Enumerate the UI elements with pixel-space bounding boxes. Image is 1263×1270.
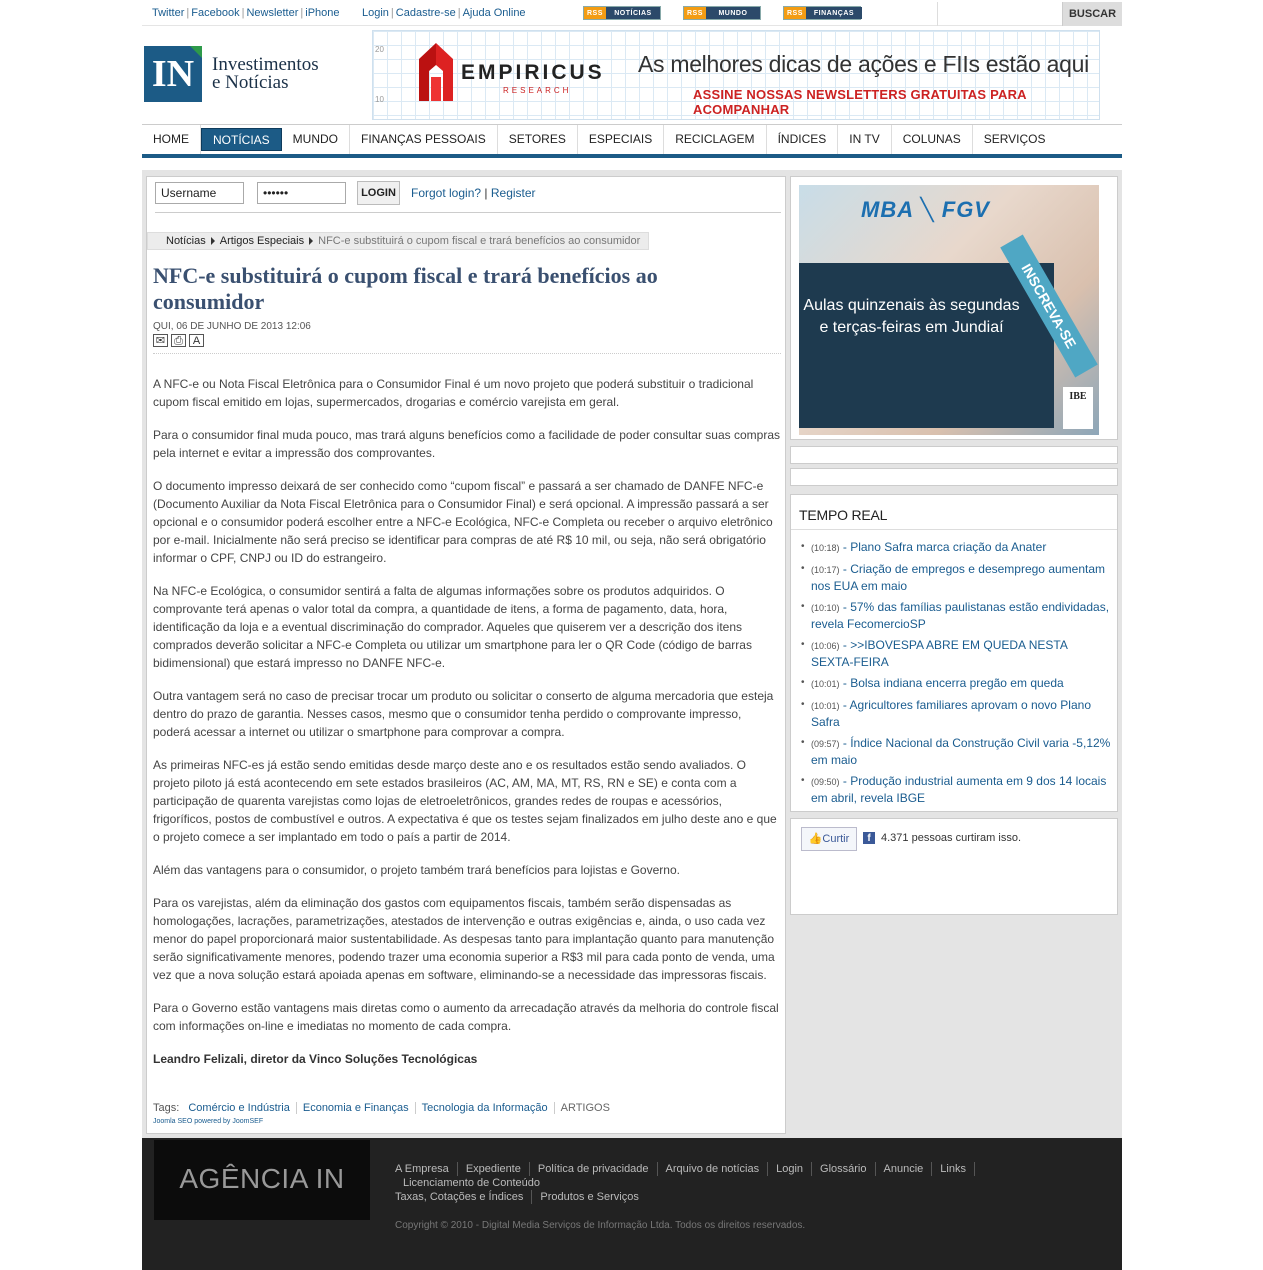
footer-link[interactable]: Taxas, Cotações e Índices: [395, 1190, 532, 1204]
realtime-title: TEMPO REAL: [799, 507, 888, 523]
login-link[interactable]: Login: [362, 7, 389, 19]
ad-panel: [799, 263, 1054, 428]
nav-especiais[interactable]: ESPECIAIS: [578, 125, 664, 154]
rss-noticias-button[interactable]: RSS NOTÍCIAS: [583, 6, 661, 20]
breadcrumb-arrow-icon: [211, 237, 215, 245]
breadcrumb-current: NFC-e substituirá o cupom fiscal e trará benefícios ao consumidor: [318, 235, 641, 247]
copyright: Copyright © 2010 - Digital Media Serviços de Informação Ltda. Todos os direitos reservados.: [395, 1220, 806, 1231]
social-links: Twitter | Facebook | Newsletter | iPhone: [152, 7, 340, 19]
article-title: NFC-e substituirá o cupom fiscal e trará benefícios ao consumidor: [153, 263, 658, 314]
top-bar: [142, 0, 1122, 26]
footer-link[interactable]: Anuncie: [876, 1162, 933, 1176]
site-logo[interactable]: [144, 46, 319, 102]
main-nav: [142, 124, 1122, 158]
nav-reciclagem[interactable]: RECICLAGEM: [664, 125, 766, 154]
footer-link[interactable]: A Empresa: [395, 1162, 458, 1176]
article-paragraph: Além das vantagens para o consumidor, o projeto também trará benefícios para lojistas e Governo.: [153, 863, 680, 877]
list-item[interactable]: • (10:01) - Bolsa indiana encerra pregão em queda: [801, 675, 1111, 692]
login-button[interactable]: LOGIN: [357, 181, 400, 205]
nav-in-tv[interactable]: IN TV: [838, 125, 891, 154]
footer-links: [395, 1162, 1115, 1204]
login-links: Forgot login? | Register: [411, 186, 536, 200]
mba-fgv-logo: MBA ╲ FGV: [861, 197, 990, 222]
article-date: QUI, 06 DE JUNHO DE 2013 12:06: [153, 321, 311, 332]
banner-axis-bottom: 10: [375, 95, 384, 104]
footer-link[interactable]: Arquivo de notícias: [658, 1162, 769, 1176]
nav-colunas[interactable]: COLUNAS: [892, 125, 973, 154]
article-paragraph: O documento impresso deixará de ser conhecido como “cupom fiscal” e passará a ser chamado de DANFE NFC-e (Documento Auxiliar da Nota Fiscal Eletrônica para o Consumidor Final) e será opcional. A impressão passará a ser opcional e o consumidor poderá escolher entre a NFC-e Ecológica, NFC-e Completa ou receber o arquivo eletrônico por e-mail. Inicialmente não será preciso se identificar para compras de até R$ 10 mil, ou seja, não será obrigatório informar o CPF, CNPJ ou ID do estrangeiro.: [153, 479, 773, 565]
nav-indices[interactable]: ÍNDICES: [767, 125, 839, 154]
facebook-link[interactable]: Facebook: [191, 7, 240, 19]
article-paragraph: Na NFC-e Ecológica, o consumidor sentirá a falta de algumas informações sobre os produtos adquiridos. O comprovante terá apenas o valor total da compra, a quantidade de itens, a forma de pagamento, data, hora, identificação da loja e a eventual discriminação do comprador. Aqueles que quiserem ver a descrição dos itens comprados deverão solicitar a NFC-e Completa ou utilizar um smartphone para ler o QR Code (código de barras bidimensional) que estará impresso no DANFE NFC-e.: [153, 584, 752, 670]
article-paragraph: As primeiras NFC-es já estão sendo emitidas desde março deste ano e os resultados estão sendo avaliados. O projeto piloto já está acontecendo em sete estados brasileiros (AC, AM, MA, MT, RS, RN e SE) e conta com a participação de quarenta varejistas como lojas de eletroeletrônicos, grandes redes de roupas e acessórios, frigoríficos, postos de combustível e outros. A expectativa é que os testes sejam finalizados em julho deste ano e que o projeto comece a ser implantado em todo o país a partir de 2014.: [153, 758, 777, 844]
nav-home[interactable]: HOME: [142, 125, 201, 154]
nav-financas-pessoais[interactable]: FINANÇAS PESSOAIS: [350, 125, 498, 154]
register-link[interactable]: Register: [490, 186, 536, 200]
article-paragraph: Outra vantagem será no caso de precisar trocar um produto ou solicitar o conserto de alguma mercadoria que esteja dentro do prazo de garantia. Nesses casos, mesmo que o consumidor tenha perdido o comprovante impresso, poderá acessar a internet ou utilizar o smartphone para comprovar a compra.: [153, 689, 774, 739]
sidebar-ad: [790, 176, 1118, 440]
footer-link[interactable]: Glossário: [812, 1162, 875, 1176]
forgot-login-link[interactable]: Forgot login?: [411, 186, 482, 200]
rss-mundo-button[interactable]: RSS MUNDO: [683, 6, 761, 20]
ibe-badge: IBE: [1063, 387, 1093, 429]
password-field[interactable]: [257, 182, 346, 204]
sidebar-module: [790, 468, 1118, 486]
tag-link[interactable]: Comércio e Indústria: [182, 1102, 297, 1114]
logo-mark: IN: [144, 46, 202, 102]
footer-link[interactable]: Expediente: [458, 1162, 530, 1176]
print-icon[interactable]: ⎙: [171, 334, 186, 347]
nav-mundo[interactable]: MUNDO: [282, 125, 350, 154]
newsletter-link[interactable]: Newsletter: [246, 7, 299, 19]
article-paragraph: Para o consumidor final muda pouco, mas trará alguns benefícios como a facilidade de poder consultar suas compras pela internet e evitar a impressão dos comprovantes.: [153, 428, 781, 460]
facebook-like-box: [790, 818, 1118, 915]
article-tags: Tags: Comércio e Indústria Economia e Finanças Tecnologia da Informação ARTIGOS: [153, 1102, 610, 1114]
tag-link[interactable]: Tecnologia da Informação: [416, 1102, 555, 1114]
footer-brand: AGÊNCIA IN: [154, 1140, 370, 1220]
email-icon[interactable]: ✉: [153, 334, 168, 347]
divider: [153, 353, 781, 354]
list-item[interactable]: • (09:57) - Índice Nacional da Construção Civil varia -5,12% em maio: [801, 735, 1111, 768]
list-item[interactable]: • (10:10) - 57% das famílias paulistanas estão endividadas, revela FecomercioSP: [801, 599, 1111, 632]
main-column: [146, 176, 786, 1134]
footer-link[interactable]: Links: [932, 1162, 975, 1176]
article-author: Leandro Felizali, diretor da Vinco Soluções Tecnológicas: [153, 1052, 478, 1066]
article-paragraph: Para os varejistas, além da eliminação dos gastos com equipamentos fiscais, também serão dispensadas as homologações, lacrações, parametrizações, atestados de intervenção e outras exigências e, ainda, o uso cada vez menor do papel proporcionará maior sustentabilidade. As despesas tanto para implantação quanto para manutenção serão significativamente menores, podendo trazer uma economia superior a R$3 mil para cada ponto de venda, uma vez que a nova solução estará apoiada apenas em software, eliminando-se a necessidade das impressoras fiscais.: [153, 896, 775, 982]
banner-subline: ASSINE NOSSAS NEWSLETTERS GRATUITAS PARA ACOMPANHAR: [693, 87, 1027, 117]
nav-noticias[interactable]: NOTÍCIAS: [201, 128, 282, 151]
tag-link[interactable]: Economia e Finanças: [297, 1102, 416, 1114]
login-form: [155, 179, 781, 213]
banner-headline: As melhores dicas de ações e FIIs estão aqui: [638, 51, 1089, 77]
realtime-list: [801, 539, 1111, 811]
empiricus-logo-icon: [417, 41, 455, 103]
nav-servicos[interactable]: SERVIÇOS: [983, 132, 1046, 146]
thumbs-up-icon: 👍: [808, 833, 823, 845]
divider: [791, 529, 1117, 530]
facebook-like-count: 4.371 pessoas curtiram isso.: [881, 832, 1022, 844]
iphone-link[interactable]: iPhone: [305, 7, 340, 19]
article-paragraph: Para o Governo estão vantagens mais diretas como o aumento da arrecadação através da melhoria do controle fiscal com informações on-line e imediatas no momento de cada compra.: [153, 1001, 779, 1033]
empiricus-banner[interactable]: [372, 30, 1100, 120]
banner-brand: EMPIRICUS: [461, 61, 605, 84]
list-item[interactable]: • (10:18) - Plano Safra marca criação da Anater: [801, 539, 1111, 556]
search-button[interactable]: BUSCAR: [1062, 2, 1122, 26]
sidebar-module: [790, 446, 1118, 464]
list-item[interactable]: • (10:01) - Agricultores familiares aprovam o novo Plano Safra: [801, 697, 1111, 730]
ad-text: Aulas quinzenais às segundas e terças-feiras em Jundiaí: [803, 297, 1020, 336]
breadcrumb-noticias[interactable]: Notícias: [166, 235, 206, 247]
article-category: ARTIGOS: [560, 1102, 610, 1114]
help-link[interactable]: Ajuda Online: [462, 7, 526, 19]
banner-axis-top: 20: [375, 45, 384, 54]
realtime-news: [790, 494, 1118, 812]
breadcrumb-artigos-especiais[interactable]: Artigos Especiais: [219, 235, 305, 247]
list-item[interactable]: • (10:06) - >>IBOVESPA ABRE EM QUEDA NESTA SEXTA-FEIRA: [801, 637, 1111, 670]
account-links: Login | Cadastre-se | Ajuda Online: [362, 7, 526, 19]
breadcrumb-arrow-icon: [309, 237, 313, 245]
list-item[interactable]: • (09:50) - Produção industrial aumenta em 9 dos 14 locais em abril, revela IBGE: [801, 773, 1111, 806]
facebook-like-button[interactable]: 👍Curtir: [801, 827, 857, 851]
breadcrumb: [147, 232, 649, 250]
footer-link[interactable]: Política de privacidade: [530, 1162, 658, 1176]
footer: [142, 1138, 1122, 1270]
joomsef-credit[interactable]: Joomla SEO powered by JoomSEF: [153, 1118, 264, 1125]
ad-ribbon: INSCREVA-SE: [1000, 235, 1098, 378]
pdf-icon[interactable]: A: [189, 334, 204, 347]
list-item[interactable]: • (10:17) - Criação de empregos e desemprego aumentam nos EUA em maio: [801, 561, 1111, 594]
article-body: [153, 375, 781, 1083]
search-input[interactable]: [937, 2, 1062, 26]
username-field[interactable]: [155, 182, 244, 204]
banner-brand-sub: RESEARCH: [503, 86, 572, 95]
footer-link[interactable]: Produtos e Serviços: [540, 1191, 639, 1203]
logo-text: Investimentos e Notícias: [212, 54, 319, 93]
rss-financas-button[interactable]: RSS FINANÇAS: [783, 6, 861, 20]
mba-fgv-ad[interactable]: [799, 185, 1099, 435]
article-paragraph: A NFC-e ou Nota Fiscal Eletrônica para o Consumidor Final é um novo projeto que poderá substituir o tradicional cupom fiscal emitido em lojas, supermercados, drogarias e comércio varejista em geral.: [153, 377, 754, 409]
footer-link[interactable]: Login: [768, 1162, 812, 1176]
footer-link[interactable]: Licenciamento de Conteúdo: [403, 1177, 540, 1189]
twitter-link[interactable]: Twitter: [152, 7, 185, 19]
facebook-icon: f: [863, 832, 875, 844]
signup-link[interactable]: Cadastre-se: [395, 7, 456, 19]
nav-setores[interactable]: SETORES: [498, 125, 578, 154]
article-tools: [153, 334, 204, 347]
